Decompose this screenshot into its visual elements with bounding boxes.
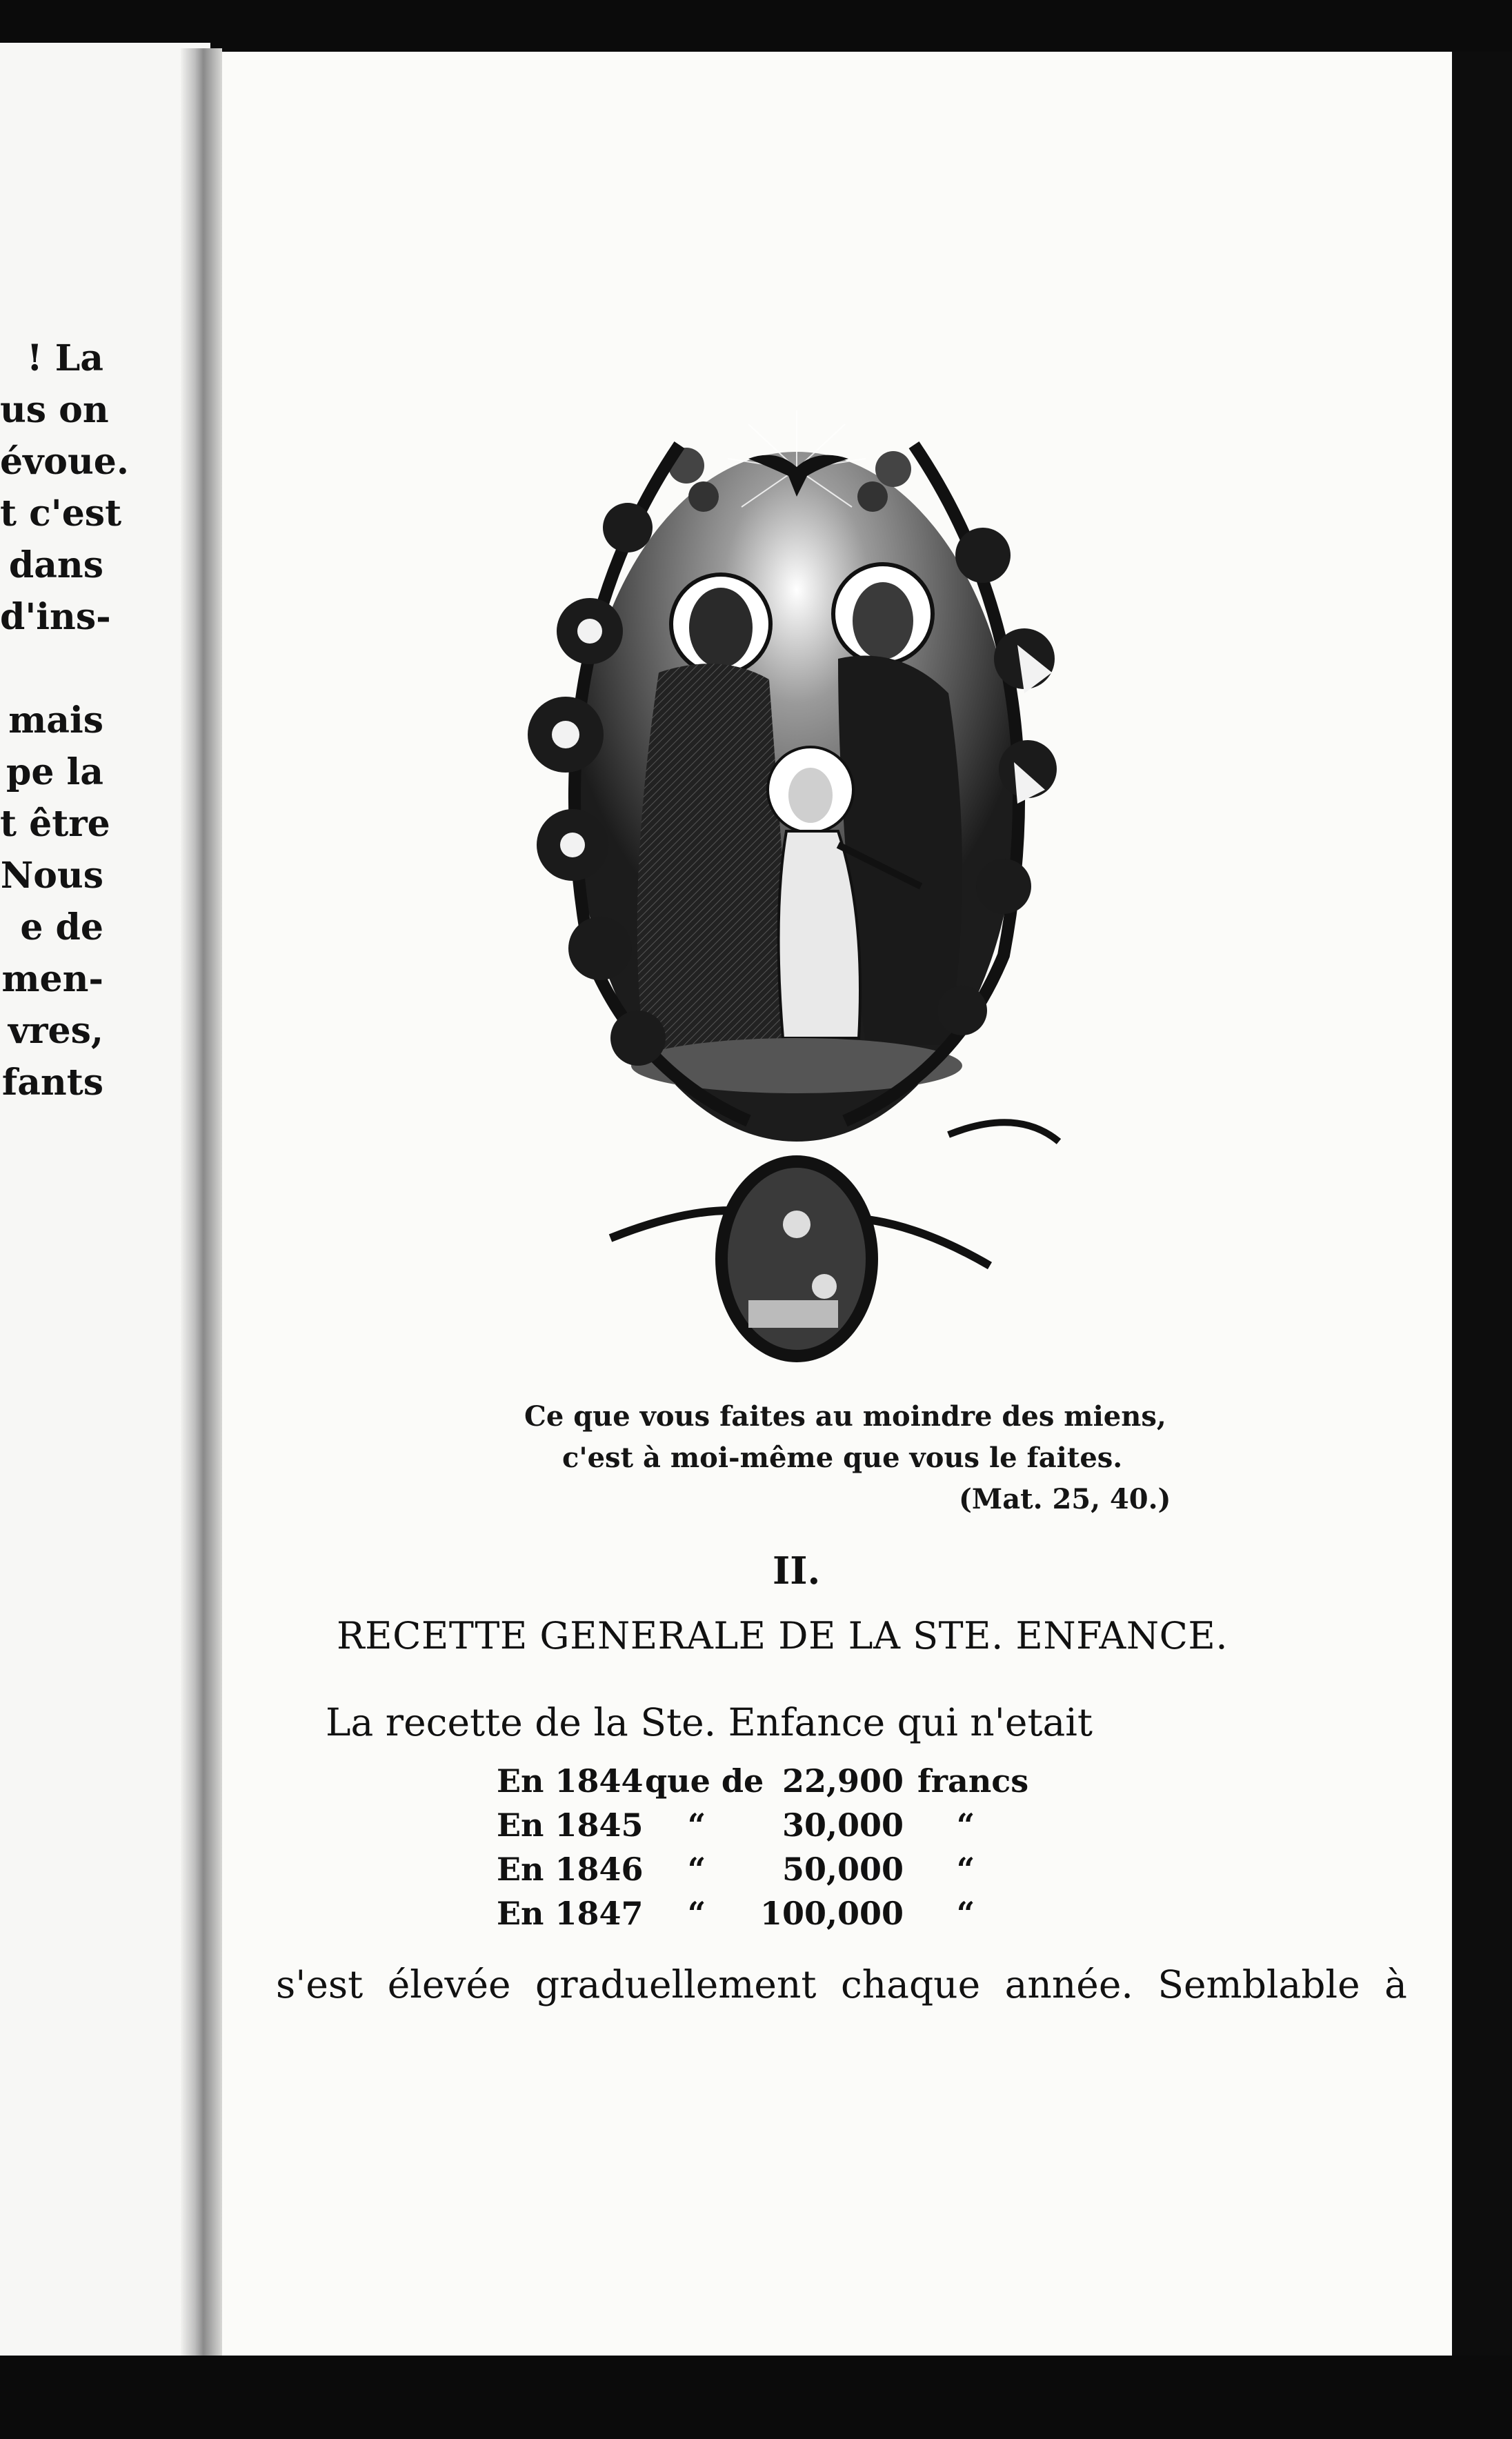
row-unit: “	[956, 1806, 975, 1844]
row-year: En 1844	[497, 1762, 644, 1800]
facing-text-line: d'ins-	[0, 596, 111, 638]
row-year: En 1847	[497, 1895, 644, 1932]
facing-page-text	[0, 332, 129, 1108]
facing-page	[0, 43, 210, 2360]
row-qualifier: “	[687, 1851, 706, 1888]
row-unit: “	[956, 1895, 975, 1932]
facing-text-line: e de	[20, 906, 103, 948]
row-amount: 30,000	[782, 1806, 904, 1844]
scan-right-border	[1452, 52, 1512, 2359]
facing-text-line: mais	[8, 699, 103, 741]
row-year: En 1846	[497, 1851, 644, 1888]
facing-text-gap	[0, 643, 103, 695]
row-year: En 1845	[497, 1806, 644, 1844]
row-qualifier: que de	[645, 1762, 764, 1800]
facing-text-line: Nous	[0, 855, 103, 897]
facing-text-line: us on	[0, 389, 109, 431]
cherub-right	[875, 451, 911, 487]
facing-text-line: t c'est	[0, 492, 122, 535]
facing-text-line: men-	[1, 958, 103, 1000]
row-unit: francs	[917, 1762, 1029, 1800]
facing-text-line: vres,	[8, 1010, 103, 1052]
section-number: II.	[773, 1549, 821, 1593]
intro-sentence: La recette de la Ste. Enfance qui n'etait	[326, 1700, 1093, 1744]
row-unit: “	[956, 1851, 975, 1888]
caption-line-2: c'est à moi-même que vous le faites.	[562, 1442, 1123, 1474]
child-figure	[779, 831, 860, 1038]
facing-text-line: t être	[0, 803, 110, 845]
caption-line-1: Ce que vous faites au moindre des miens,	[524, 1400, 1166, 1433]
holy-family-engraving	[452, 348, 1142, 1411]
facing-text-line: évoue.	[0, 441, 129, 483]
section-title: RECETTE GENERALE DE LA STE. ENFANCE.	[337, 1614, 1228, 1657]
facing-text-line: pe la	[6, 751, 103, 793]
row-qualifier: “	[687, 1895, 706, 1932]
caption-reference: (Mat. 25, 40.)	[959, 1483, 1171, 1515]
row-amount: 100,000	[759, 1895, 904, 1932]
facing-text-line: dans	[8, 544, 103, 586]
row-qualifier: “	[687, 1806, 706, 1844]
facing-text-line: ! La	[26, 337, 103, 379]
book-gutter-shadow	[181, 48, 222, 2359]
facing-text-line: fants	[1, 1062, 103, 1104]
closing-sentence: s'est élevée graduellement chaque année. Semblable à	[276, 1962, 1407, 2007]
row-amount: 50,000	[782, 1851, 904, 1888]
row-amount: 22,900	[782, 1762, 904, 1800]
scan-bottom-border	[0, 2356, 1512, 2439]
